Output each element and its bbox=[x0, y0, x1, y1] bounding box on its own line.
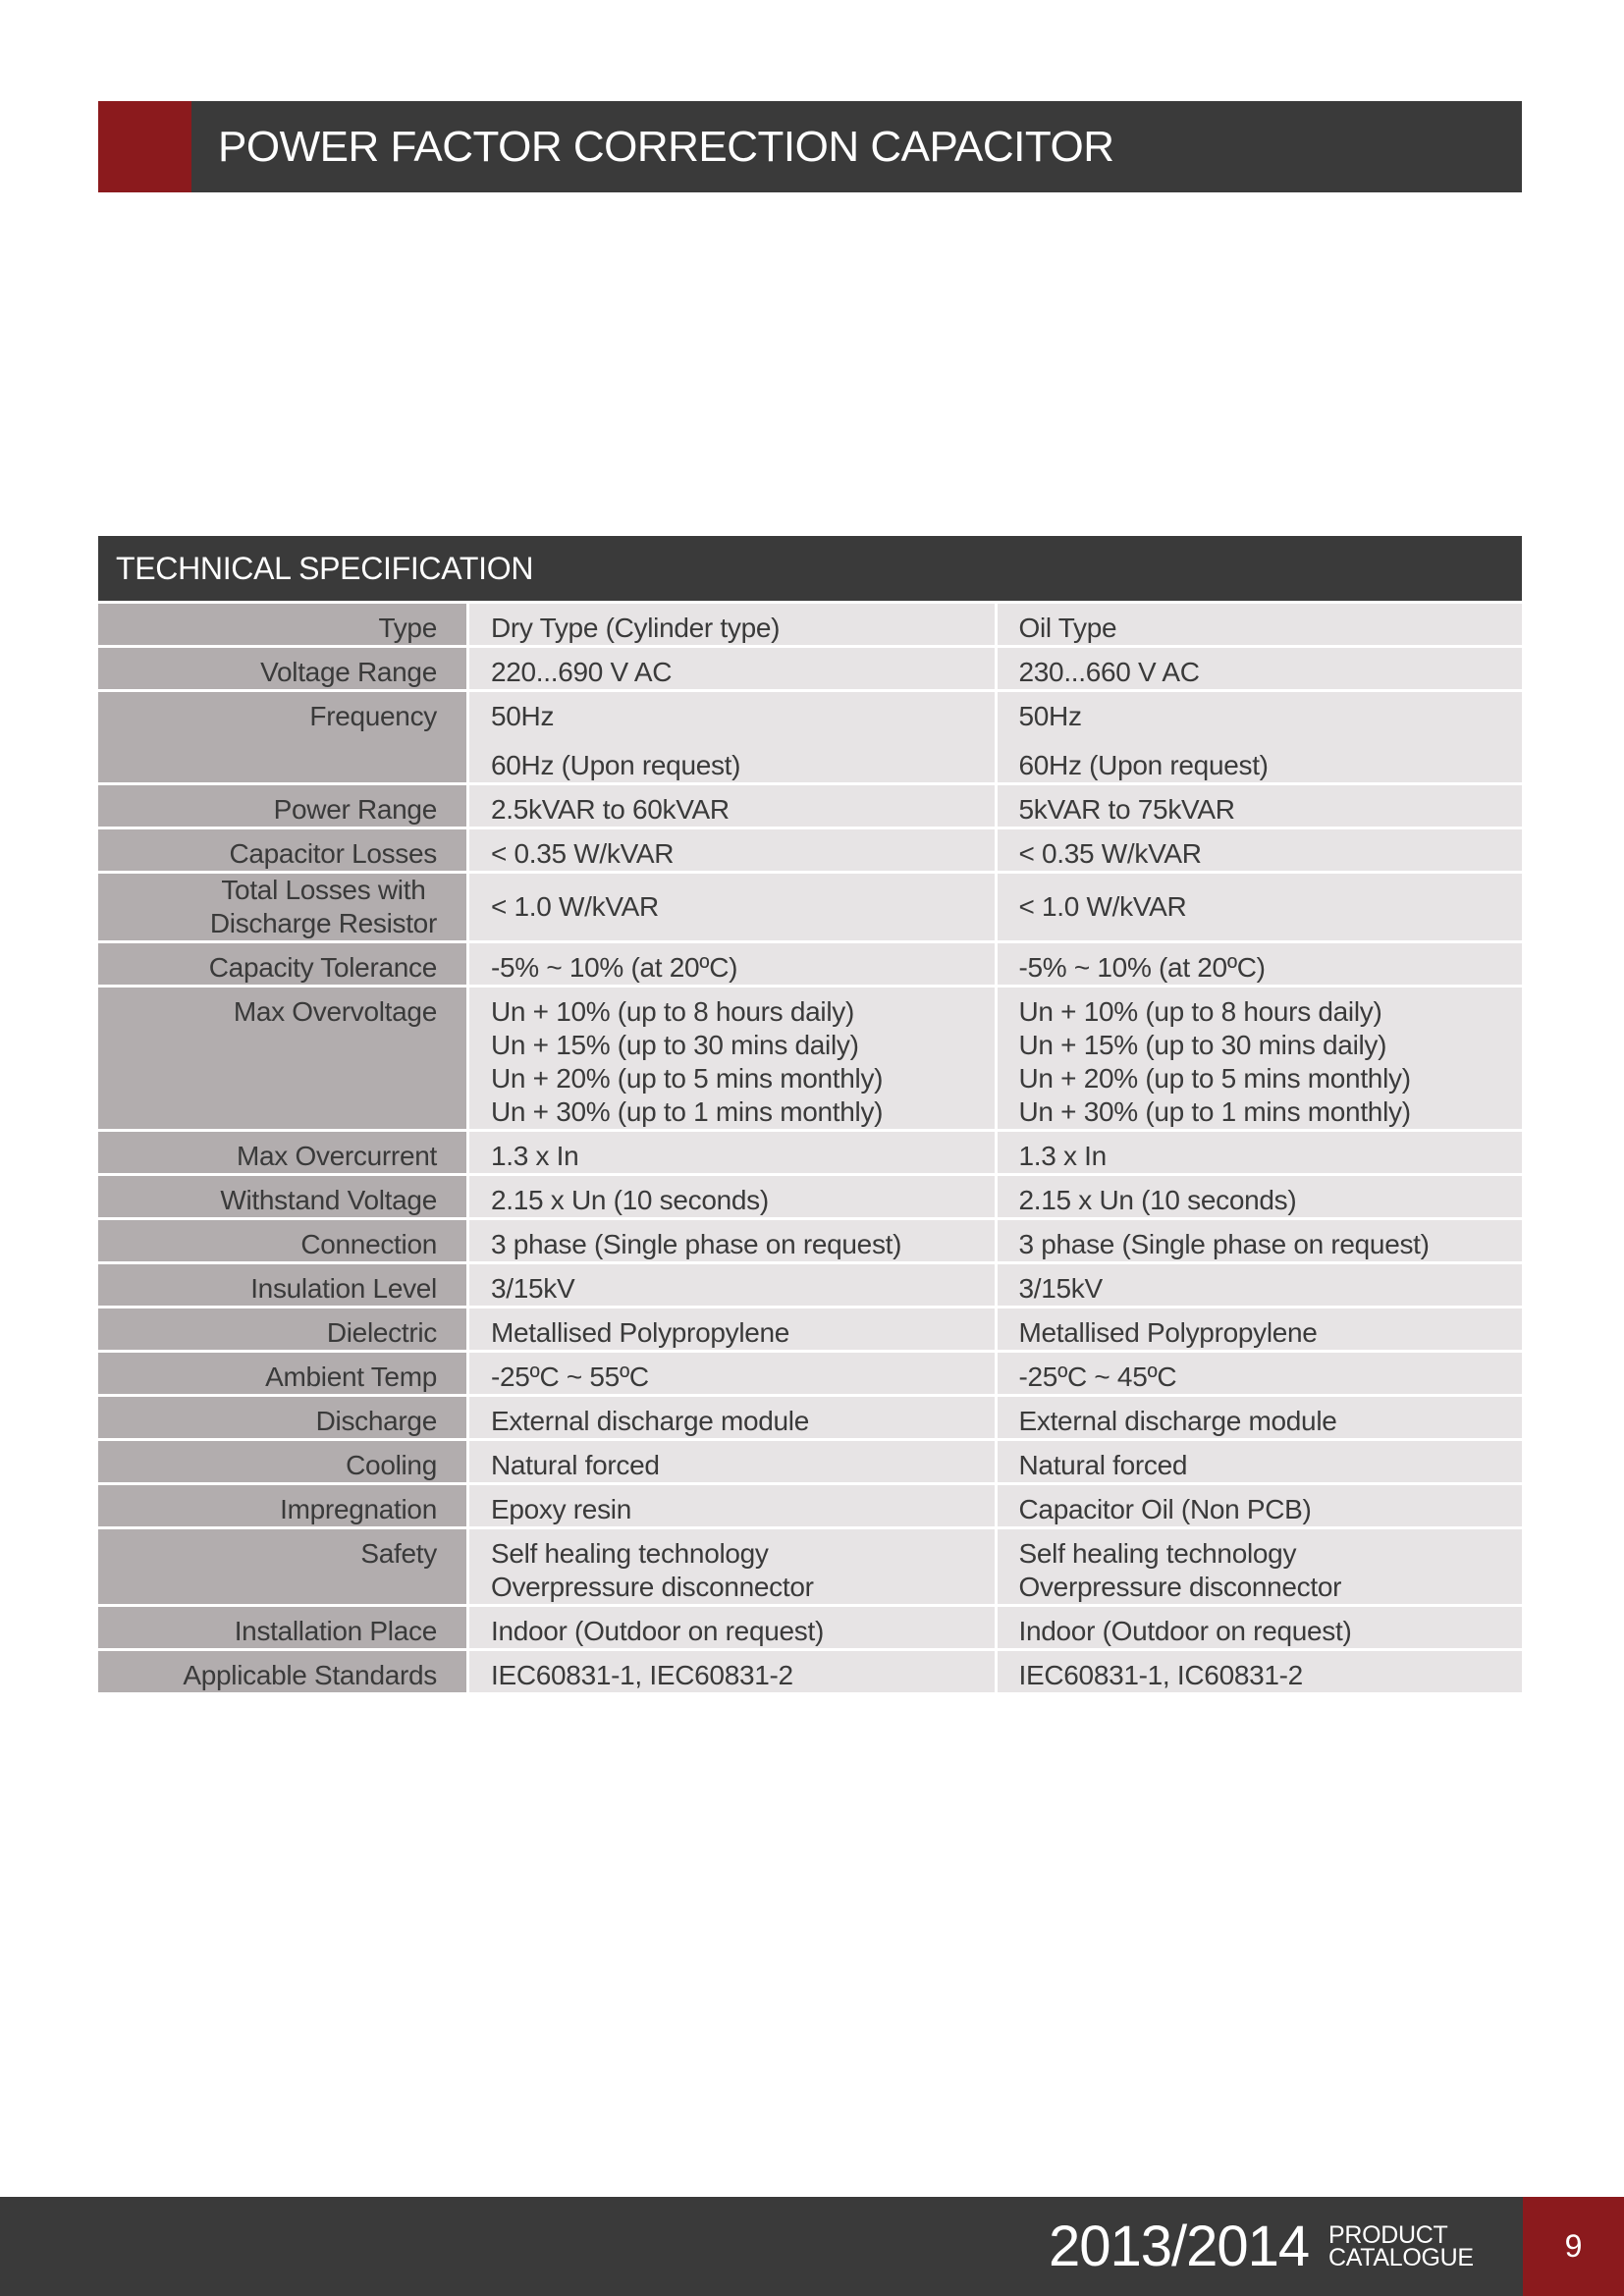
dry-type-value-text: 2.5kVAR to 60kVAR bbox=[490, 794, 730, 825]
row-label bbox=[98, 1607, 466, 1648]
oil-type-value-text: Un + 20% (up to 5 mins monthly) bbox=[1018, 1063, 1411, 1094]
oil-type-value bbox=[995, 829, 1523, 871]
row-label bbox=[98, 874, 466, 940]
row-label-text: Insulation Level bbox=[250, 1273, 437, 1304]
table-row bbox=[98, 1526, 1522, 1604]
dry-type-value-text: -5% ~ 10% (at 20ºC) bbox=[490, 952, 738, 983]
dry-type-value-text: 220...690 V AC bbox=[490, 657, 673, 687]
oil-type-value bbox=[995, 1353, 1523, 1394]
oil-type-value-text: 230...660 V AC bbox=[1018, 657, 1200, 687]
table-row bbox=[98, 689, 1522, 782]
dry-type-value bbox=[466, 1441, 995, 1482]
dry-type-value bbox=[466, 604, 995, 645]
oil-type-value bbox=[995, 648, 1523, 689]
row-label bbox=[98, 1441, 466, 1482]
oil-type-value-text: < 0.35 W/kVAR bbox=[1018, 838, 1202, 869]
row-label-text: Max Overvoltage bbox=[233, 996, 437, 1027]
table-row bbox=[98, 1394, 1522, 1438]
row-label bbox=[98, 1397, 466, 1438]
dry-type-value bbox=[466, 1485, 995, 1526]
oil-type-value-text: 60Hz (Upon request) bbox=[1018, 750, 1269, 780]
header-accent-block bbox=[98, 101, 191, 192]
dry-type-value-text: Overpressure disconnector bbox=[490, 1572, 814, 1602]
dry-type-value-text: 3/15kV bbox=[490, 1273, 575, 1304]
dry-type-value-text: Metallised Polypropylene bbox=[490, 1317, 790, 1348]
dry-type-value-text: External discharge module bbox=[490, 1406, 810, 1436]
dry-type-value-text: Epoxy resin bbox=[490, 1494, 631, 1524]
oil-type-value-text: Indoor (Outdoor on request) bbox=[1018, 1616, 1352, 1646]
oil-type-value bbox=[995, 1441, 1523, 1482]
oil-type-value-text: Un + 15% (up to 30 mins daily) bbox=[1018, 1030, 1387, 1060]
oil-type-value-text: < 1.0 W/kVAR bbox=[1018, 891, 1187, 922]
row-label bbox=[98, 943, 466, 985]
row-label-text: Voltage Range bbox=[260, 657, 437, 687]
catalogue-label-line2: CATALOGUE bbox=[1328, 2244, 1474, 2271]
dry-type-value bbox=[466, 1264, 995, 1306]
dry-type-value-text: 3 phase (Single phase on request) bbox=[490, 1229, 902, 1259]
oil-type-value-text: Natural forced bbox=[1018, 1450, 1188, 1480]
dry-type-value bbox=[466, 1607, 995, 1648]
dry-type-value-text: 2.15 x Un (10 seconds) bbox=[490, 1185, 769, 1215]
row-label-text: Connection bbox=[300, 1229, 437, 1259]
row-label bbox=[98, 1308, 466, 1350]
table-row bbox=[98, 601, 1522, 645]
dry-type-value-text: 50Hz bbox=[490, 701, 555, 731]
table-row bbox=[98, 1217, 1522, 1261]
table-row bbox=[98, 1306, 1522, 1350]
oil-type-value-text: Oil Type bbox=[1018, 613, 1117, 643]
catalogue-year: 2013/2014 bbox=[1049, 2215, 1310, 2278]
catalogue-label bbox=[1328, 2221, 1474, 2271]
row-label-text: Type bbox=[378, 613, 437, 643]
table-row bbox=[98, 1173, 1522, 1217]
page-title: POWER FACTOR CORRECTION CAPACITOR bbox=[218, 123, 1114, 171]
dry-type-value-text: Un + 30% (up to 1 mins monthly) bbox=[490, 1096, 884, 1127]
table-row bbox=[98, 871, 1522, 940]
oil-type-value-text: Capacitor Oil (Non PCB) bbox=[1018, 1494, 1312, 1524]
oil-type-value bbox=[995, 604, 1523, 645]
row-label-text: Frequency bbox=[309, 701, 437, 731]
page-header bbox=[98, 101, 1522, 192]
table-body bbox=[98, 601, 1522, 1692]
row-label-text: Discharge Resistor bbox=[209, 908, 437, 938]
row-label-text: Installation Place bbox=[234, 1616, 437, 1646]
row-label bbox=[98, 1651, 466, 1692]
technical-specification-table bbox=[98, 536, 1522, 1692]
table-title: TECHNICAL SPECIFICATION bbox=[98, 536, 1522, 601]
row-label bbox=[98, 1176, 466, 1217]
oil-type-value bbox=[995, 1529, 1523, 1604]
dry-type-value-text: Indoor (Outdoor on request) bbox=[490, 1616, 824, 1646]
table-row bbox=[98, 1129, 1522, 1173]
row-label-text: Dielectric bbox=[326, 1317, 437, 1348]
row-label-text: Discharge bbox=[315, 1406, 437, 1436]
row-label-text: Safety bbox=[360, 1538, 437, 1569]
oil-type-value bbox=[995, 1651, 1523, 1692]
dry-type-value bbox=[466, 785, 995, 827]
dry-type-value-text: IEC60831-1, IEC60831-2 bbox=[490, 1660, 793, 1690]
dry-type-value-text: Self healing technology bbox=[490, 1538, 769, 1569]
oil-type-value-text: 5kVAR to 75kVAR bbox=[1018, 794, 1235, 825]
row-label-text: Max Overcurrent bbox=[236, 1141, 437, 1171]
oil-type-value-text: IEC60831-1, IC60831-2 bbox=[1018, 1660, 1303, 1690]
oil-type-value-text: Overpressure disconnector bbox=[1018, 1572, 1342, 1602]
dry-type-value bbox=[466, 943, 995, 985]
row-label-text: Capacitor Losses bbox=[229, 838, 437, 869]
dry-type-value bbox=[466, 648, 995, 689]
row-label bbox=[98, 1264, 466, 1306]
oil-type-value bbox=[995, 1485, 1523, 1526]
dry-type-value bbox=[466, 874, 995, 940]
table-row bbox=[98, 782, 1522, 827]
row-label-text: Impregnation bbox=[280, 1494, 437, 1524]
row-label bbox=[98, 1220, 466, 1261]
oil-type-value-text: 50Hz bbox=[1018, 701, 1082, 731]
table-row bbox=[98, 1261, 1522, 1306]
oil-type-value-text: 1.3 x In bbox=[1018, 1141, 1107, 1171]
dry-type-value-text: Natural forced bbox=[490, 1450, 660, 1480]
oil-type-value bbox=[995, 1607, 1523, 1648]
oil-type-value-text: Metallised Polypropylene bbox=[1018, 1317, 1318, 1348]
oil-type-value bbox=[995, 1176, 1523, 1217]
row-label bbox=[98, 1529, 466, 1604]
dry-type-value-text: Dry Type (Cylinder type) bbox=[490, 613, 781, 643]
row-label bbox=[98, 648, 466, 689]
oil-type-value bbox=[995, 874, 1523, 940]
row-label-text: Capacity Tolerance bbox=[208, 952, 437, 983]
oil-type-value bbox=[995, 1132, 1523, 1173]
row-label-text: Total Losses with bbox=[221, 875, 426, 905]
dry-type-value-text: 1.3 x In bbox=[490, 1141, 579, 1171]
table-row bbox=[98, 985, 1522, 1129]
page-number: 9 bbox=[1523, 2197, 1624, 2296]
oil-type-value bbox=[995, 943, 1523, 985]
dry-type-value bbox=[466, 1308, 995, 1350]
table-row bbox=[98, 1648, 1522, 1692]
row-label bbox=[98, 785, 466, 827]
oil-type-value-text: -5% ~ 10% (at 20ºC) bbox=[1018, 952, 1266, 983]
dry-type-value-text: < 0.35 W/kVAR bbox=[490, 838, 675, 869]
dry-type-value bbox=[466, 1651, 995, 1692]
table-row bbox=[98, 940, 1522, 985]
dry-type-value bbox=[466, 1397, 995, 1438]
dry-type-value bbox=[466, 1529, 995, 1604]
dry-type-value-text: < 1.0 W/kVAR bbox=[490, 891, 659, 922]
row-label bbox=[98, 604, 466, 645]
catalogue-label-line1: PRODUCT bbox=[1328, 2221, 1448, 2249]
row-label bbox=[98, 829, 466, 871]
oil-type-value bbox=[995, 988, 1523, 1129]
dry-type-value-text: Un + 15% (up to 30 mins daily) bbox=[490, 1030, 859, 1060]
oil-type-value bbox=[995, 1264, 1523, 1306]
oil-type-value bbox=[995, 1308, 1523, 1350]
oil-type-value-text: Self healing technology bbox=[1018, 1538, 1297, 1569]
row-label-text: Cooling bbox=[346, 1450, 437, 1480]
dry-type-value bbox=[466, 988, 995, 1129]
dry-type-value-text: Un + 10% (up to 8 hours daily) bbox=[490, 996, 854, 1027]
row-label bbox=[98, 1485, 466, 1526]
dry-type-value bbox=[466, 829, 995, 871]
dry-type-value bbox=[466, 1132, 995, 1173]
row-label-text: Withstand Voltage bbox=[220, 1185, 437, 1215]
row-label bbox=[98, 1353, 466, 1394]
oil-type-value bbox=[995, 1220, 1523, 1261]
oil-type-value-text: External discharge module bbox=[1018, 1406, 1337, 1436]
oil-type-value bbox=[995, 692, 1523, 782]
table-row bbox=[98, 645, 1522, 689]
oil-type-value-text: 3 phase (Single phase on request) bbox=[1018, 1229, 1430, 1259]
dry-type-value-text: -25ºC ~ 55ºC bbox=[490, 1362, 649, 1392]
dry-type-value bbox=[466, 692, 995, 782]
oil-type-value bbox=[995, 785, 1523, 827]
oil-type-value-text: Un + 10% (up to 8 hours daily) bbox=[1018, 996, 1382, 1027]
table-row bbox=[98, 1438, 1522, 1482]
dry-type-value bbox=[466, 1353, 995, 1394]
oil-type-value bbox=[995, 1397, 1523, 1438]
oil-type-value-text: 3/15kV bbox=[1018, 1273, 1103, 1304]
oil-type-value-text: -25ºC ~ 45ºC bbox=[1018, 1362, 1177, 1392]
dry-type-value bbox=[466, 1220, 995, 1261]
row-label bbox=[98, 1132, 466, 1173]
row-label-text: Power Range bbox=[273, 794, 437, 825]
row-label-text: Applicable Standards bbox=[183, 1660, 437, 1690]
table-row bbox=[98, 1604, 1522, 1648]
row-label-text: Ambient Temp bbox=[265, 1362, 437, 1392]
dry-type-value bbox=[466, 1176, 995, 1217]
page-footer bbox=[0, 2197, 1624, 2296]
oil-type-value-text: Un + 30% (up to 1 mins monthly) bbox=[1018, 1096, 1411, 1127]
dry-type-value-text: Un + 20% (up to 5 mins monthly) bbox=[490, 1063, 884, 1094]
table-row bbox=[98, 1350, 1522, 1394]
table-row bbox=[98, 1482, 1522, 1526]
table-row bbox=[98, 827, 1522, 871]
row-label bbox=[98, 988, 466, 1129]
oil-type-value-text: 2.15 x Un (10 seconds) bbox=[1018, 1185, 1297, 1215]
row-label bbox=[98, 692, 466, 782]
dry-type-value-text: 60Hz (Upon request) bbox=[490, 750, 741, 780]
